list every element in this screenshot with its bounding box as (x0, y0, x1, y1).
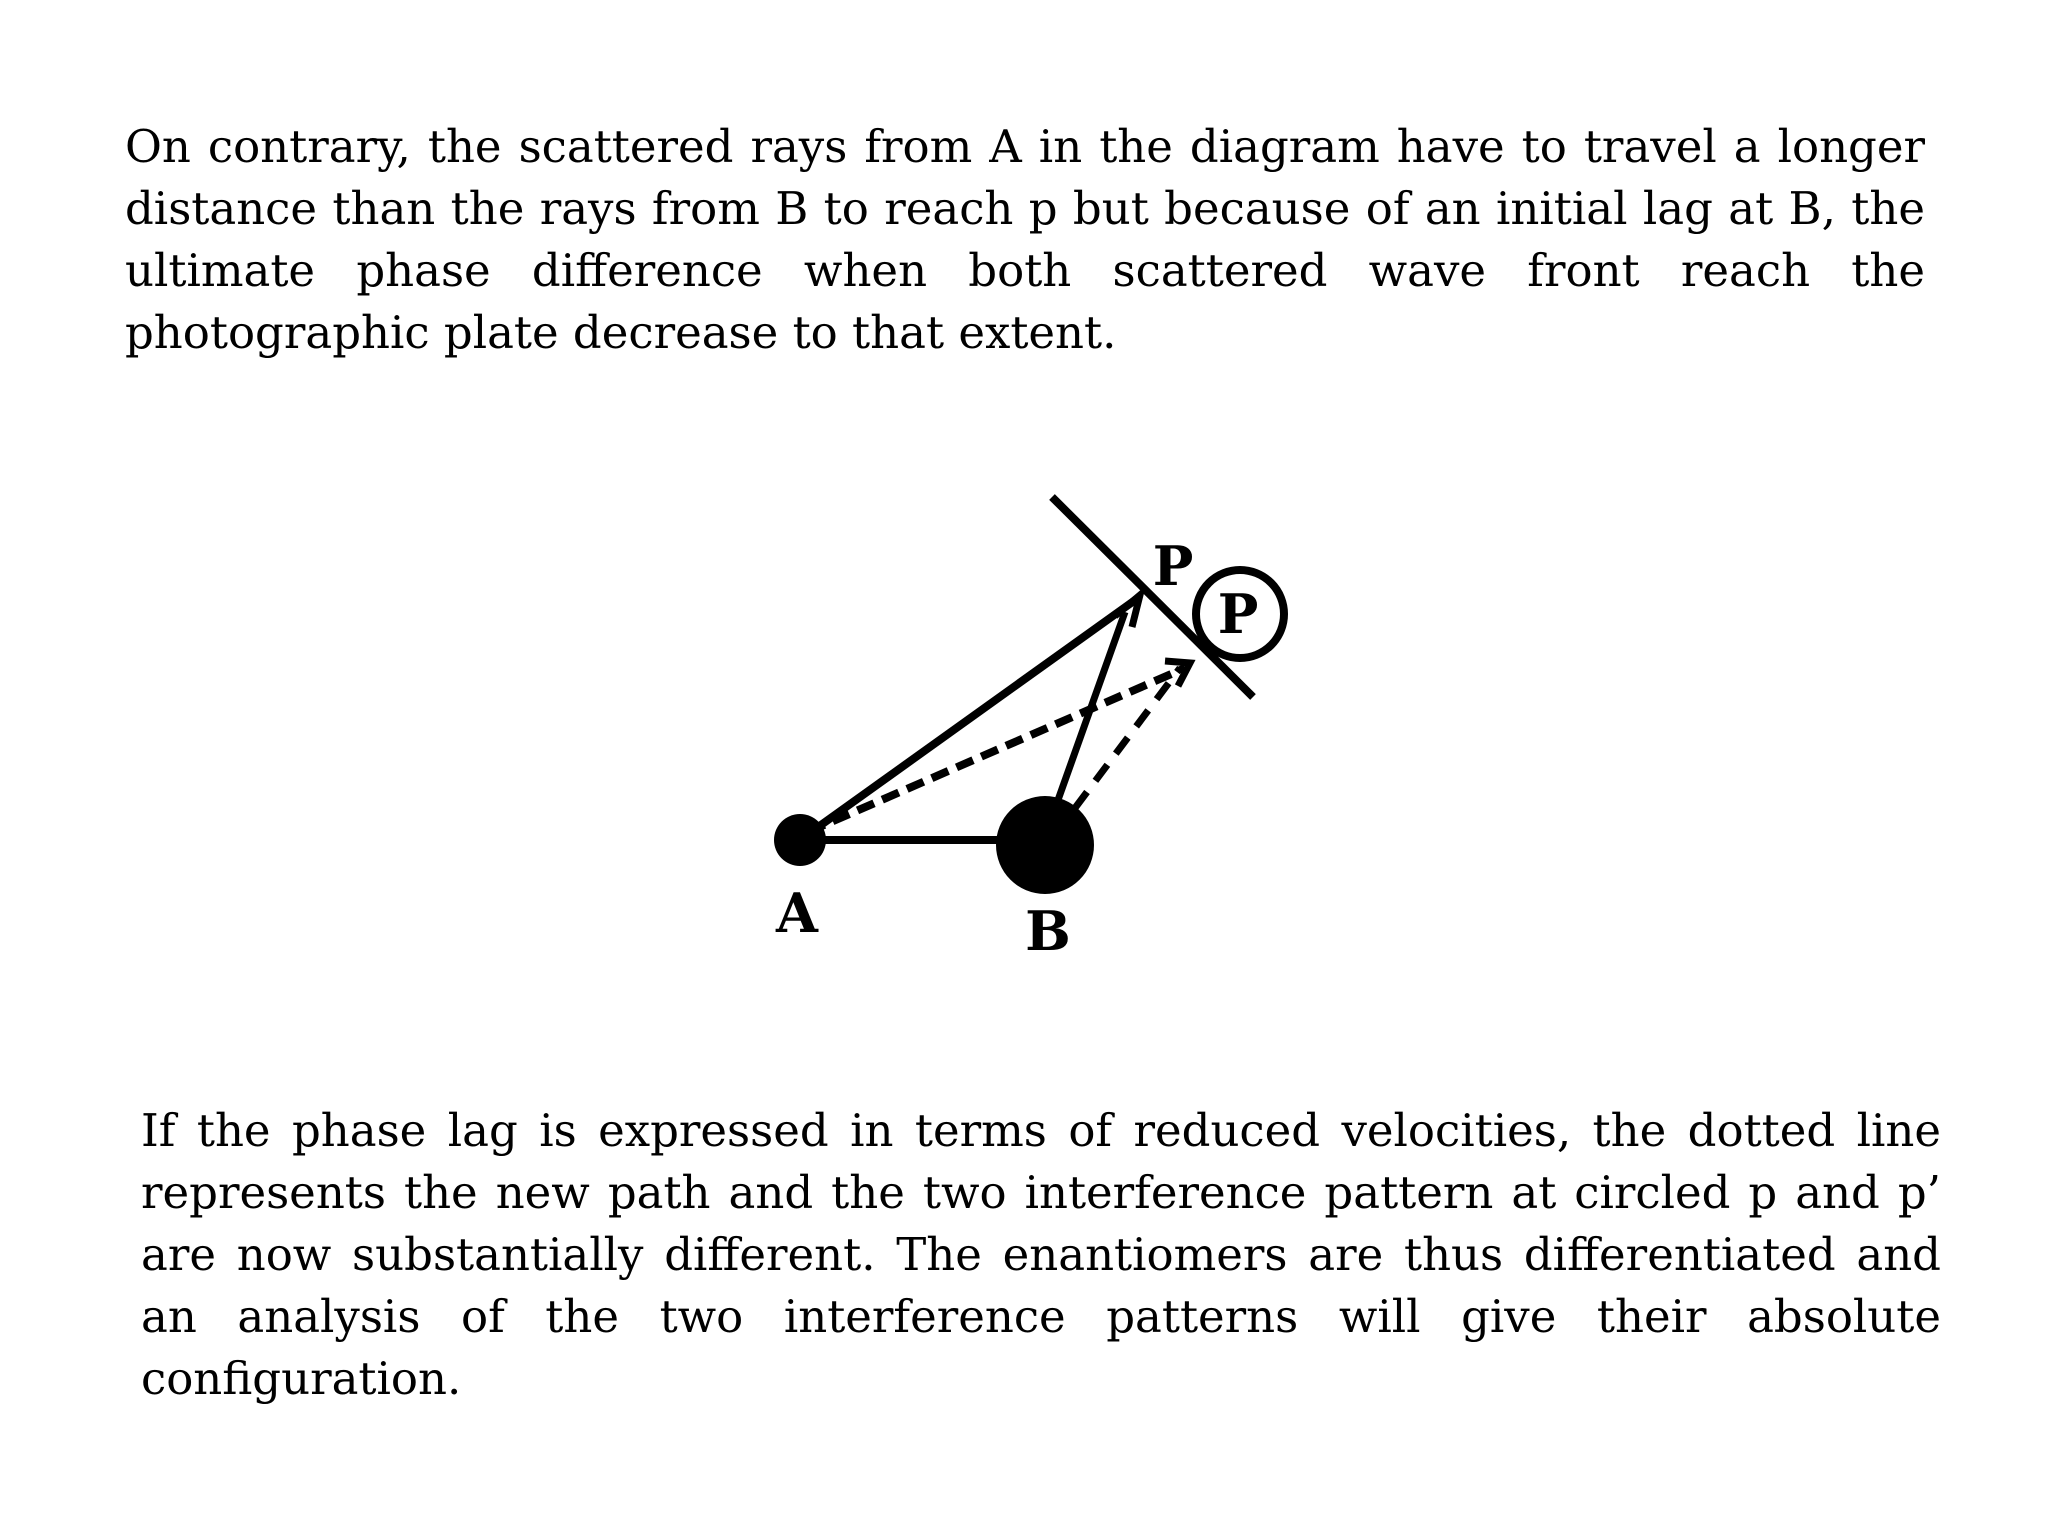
atom-a (774, 814, 826, 866)
dashed-ray-a-to-circled-p (808, 668, 1185, 832)
atom-b (996, 796, 1094, 894)
label-a: A (776, 881, 818, 945)
label-circled-p: P (1217, 582, 1259, 646)
paragraph-bottom: If the phase lag is expressed in terms of reduced velocities, the dotted line represents the new path and the two interference pattern at circled p and p’ are now substantially different. The enantiomers are thus differentiated and an analysis of the two interference patterns will give their absolute configuration. (141, 1104, 1941, 1405)
label-p: P (1152, 534, 1194, 598)
dashed-ray-b-to-circled-p (1075, 668, 1180, 808)
label-b: B (1025, 899, 1071, 963)
paragraph-top: On contrary, the scattered rays from A in the diagram have to travel a longer distance than the rays from B to reach p but because of an initial lag at B, the ultimate phase difference when both scattered wave front reach the photographic plate decrease to that extent. (125, 120, 1925, 359)
